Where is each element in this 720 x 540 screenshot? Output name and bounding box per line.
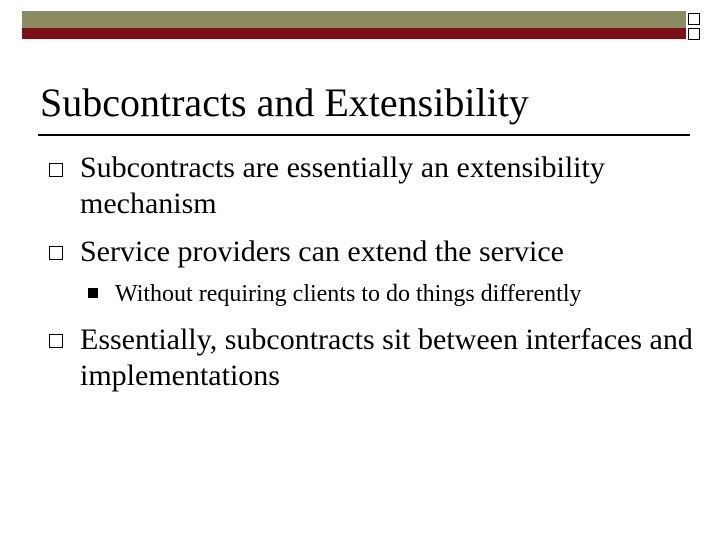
hollow-square-icon	[49, 246, 63, 260]
hollow-square-icon	[49, 334, 63, 348]
filled-square-icon	[88, 288, 98, 298]
slide-title: Subcontracts and Extensibility	[40, 80, 529, 125]
bullet-item: Subcontracts are essentially an extensibility mechanism	[80, 151, 605, 220]
bullet-item: Service providers can extend the service	[80, 235, 564, 268]
hollow-square-icon	[49, 163, 63, 177]
bullet-item: Essentially, subcontracts sit between interfaces and implementations	[80, 323, 693, 392]
sub-bullet-item: Without requiring clients to do things differently	[115, 281, 582, 307]
